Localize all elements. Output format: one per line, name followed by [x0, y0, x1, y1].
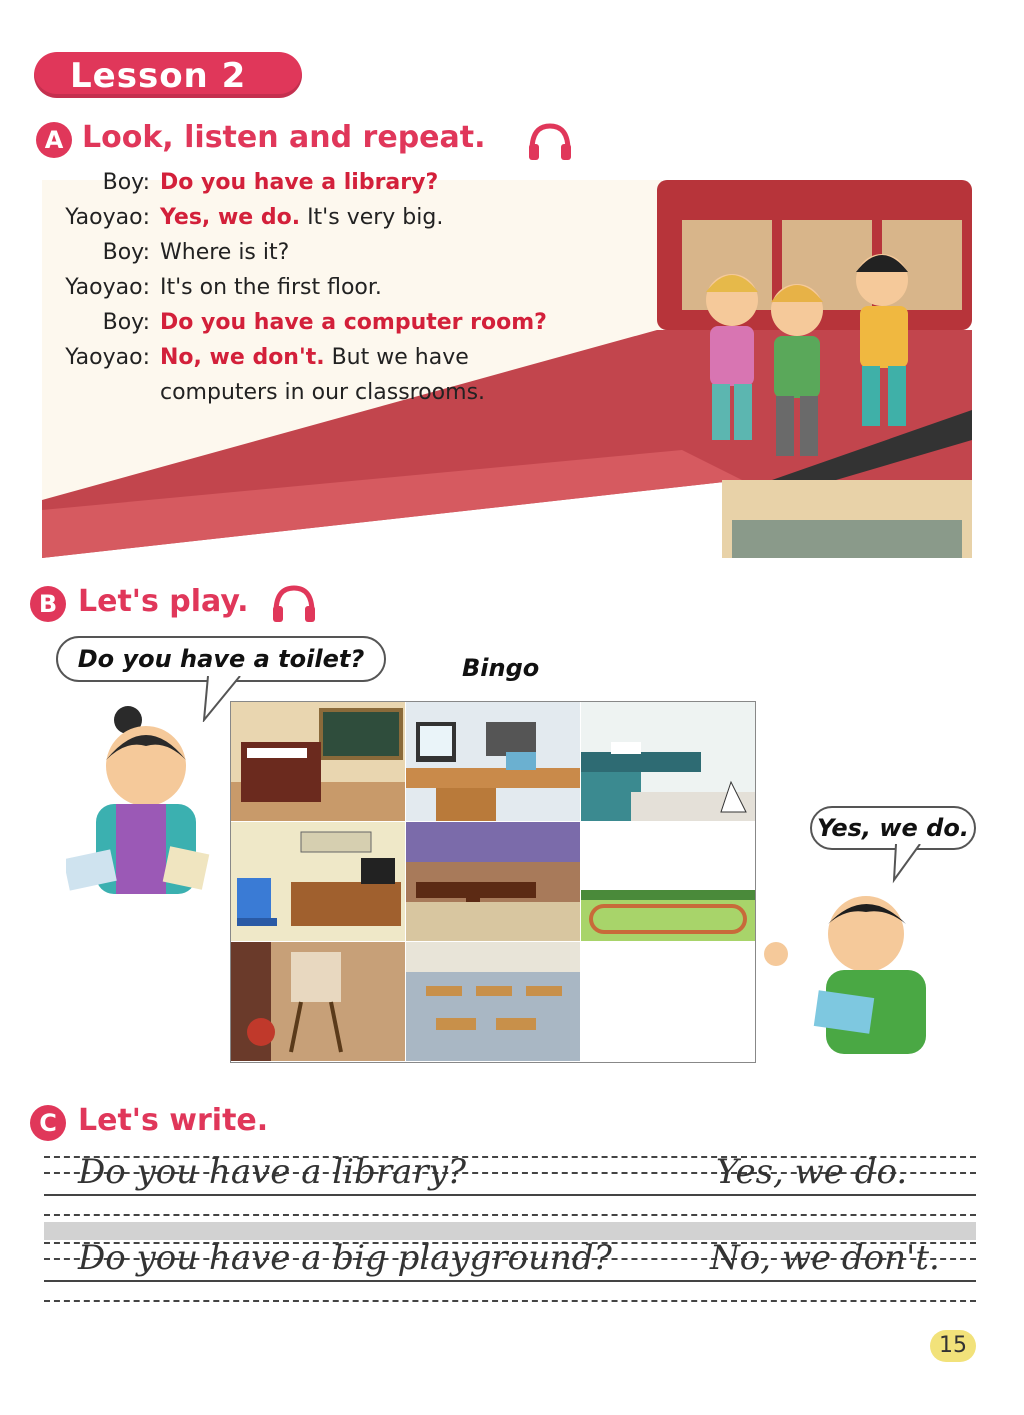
section-b-title: Let's play.	[78, 584, 249, 619]
section-a-letter: A	[36, 122, 72, 158]
writing-guide-line	[44, 1300, 976, 1302]
handwriting-question-1: Do you have a library?	[78, 1152, 467, 1192]
bingo-cell-art-room[interactable]	[231, 942, 405, 1061]
girl-yaoyao-illustration	[66, 700, 226, 908]
dialogue-line: computers in our classrooms.	[160, 380, 486, 405]
bingo-grid	[230, 701, 756, 1063]
writing-guide-line	[44, 1214, 976, 1216]
handwriting-answer-2: No, we don't.	[710, 1238, 940, 1278]
speaker-label: Boy:	[102, 310, 150, 335]
bingo-cell-office[interactable]	[231, 822, 405, 941]
bingo-cell-blank[interactable]	[581, 942, 755, 1061]
bingo-cell-science-lab[interactable]	[581, 702, 755, 821]
dialogue-line: Where is it?	[160, 240, 290, 265]
speaker-label: Boy:	[102, 170, 150, 195]
dialogue-line: Do you have a library?	[160, 170, 439, 195]
page-number: 15	[930, 1330, 976, 1362]
speaker-label: Boy:	[102, 240, 150, 265]
bingo-label: Bingo	[462, 654, 540, 682]
boy-illustration	[756, 884, 940, 1060]
section-c-letter: C	[30, 1105, 66, 1141]
speaker-label: Yaoyao:	[65, 205, 150, 230]
bingo-cell-classroom[interactable]	[406, 942, 580, 1061]
bingo-cell-music-room[interactable]	[231, 702, 405, 821]
handwriting-question-2: Do you have a big playground?	[78, 1238, 612, 1278]
bubble-tail	[890, 844, 930, 884]
dialogue-line: Do you have a computer room?	[160, 310, 547, 335]
section-c-title: Let's write.	[78, 1103, 269, 1138]
lesson-title: Lesson 2	[70, 56, 247, 96]
dialogue-line: Yes, we do. It's very big.	[160, 205, 444, 230]
headphones-icon[interactable]	[526, 120, 574, 162]
speaker-label: Yaoyao:	[65, 345, 150, 370]
boy-speech-bubble: Yes, we do.	[810, 806, 976, 850]
headphones-icon[interactable]	[270, 582, 318, 624]
section-b-letter: B	[30, 586, 66, 622]
speaker-label: Yaoyao:	[65, 275, 150, 300]
writing-base-line	[44, 1280, 976, 1282]
bingo-cell-computer-room[interactable]	[406, 702, 580, 821]
section-a-title: Look, listen and repeat.	[82, 120, 486, 155]
bingo-cell-library[interactable]	[406, 822, 580, 941]
dialogue-line: No, we don't. But we have	[160, 345, 469, 370]
bingo-cell-playground[interactable]	[581, 822, 755, 941]
dialogue-line: It's on the first floor.	[160, 275, 382, 300]
handwriting-answer-1: Yes, we do.	[716, 1152, 908, 1192]
girl-speech-bubble: Do you have a toilet?	[56, 636, 386, 682]
writing-base-line	[44, 1194, 976, 1196]
